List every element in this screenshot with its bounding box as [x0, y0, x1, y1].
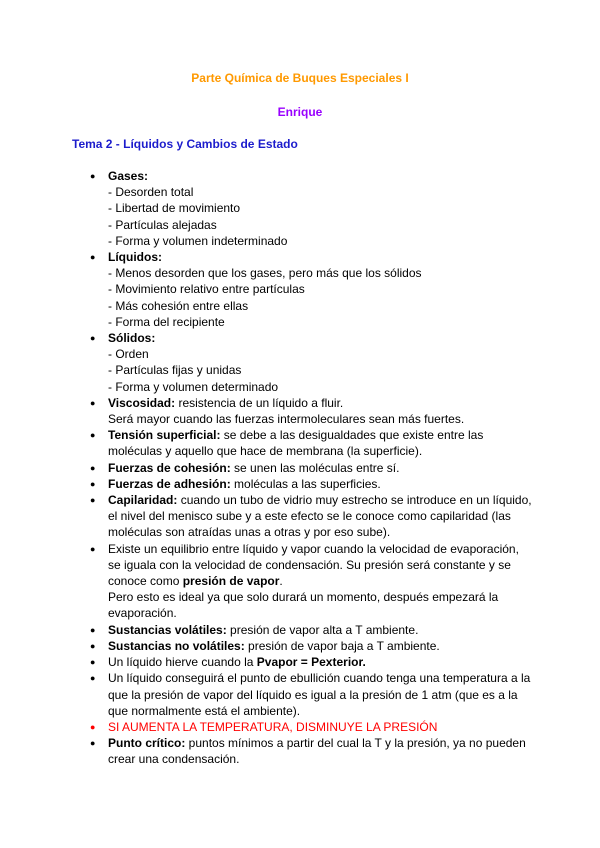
list-item-critico	[72, 735, 532, 767]
list-item-viscosidad	[72, 395, 532, 427]
list-item-equilibrio	[72, 541, 532, 622]
list-item-volatiles	[72, 622, 532, 638]
notes-list	[72, 168, 532, 768]
list-item-ebullicion	[72, 670, 532, 719]
term-liquidos: Líquidos:	[108, 250, 162, 265]
sub-item: - Forma y volumen indeterminado	[108, 233, 288, 248]
term-tension: Tensión superficial:	[108, 428, 221, 443]
definition-text: Existe un equilibrio entre líquido y vapor cuando la velocidad de evaporación, se iguala con la velocidad de condensación. Su presión será constante y se conoce como	[108, 541, 519, 589]
definition-text: Un líquido conseguirá el punto de ebullición cuando tenga una temperatura a la que la presión de vapor del líquido es igual a la presión de 1 atm (que es a la que normalmente está el ambiente).	[108, 671, 531, 718]
sub-item: - Más cohesión entre ellas	[108, 298, 249, 313]
sub-item: - Menos desorden que los gases, pero más que los sólidos	[108, 266, 422, 281]
sub-item: - Desorden total	[108, 185, 194, 200]
definition-text: cuando un tubo de vidrio muy estrecho se introduce en un líquido, el nivel del menisco sube y a este efecto se le conoce como capilaridad (las moléculas son atraídas unas a otras y por eso sube).	[108, 493, 532, 540]
sub-item: - Movimiento relativo entre partículas	[108, 282, 305, 297]
sub-item: - Partículas fijas y unidas	[108, 363, 242, 378]
definition-text: Un líquido hierve cuando la	[108, 655, 257, 670]
continuation-line: Será mayor cuando las fuerzas intermoleculares sean más fuertes.	[108, 412, 465, 427]
definition-text: puntos mínimos a partir del cual la T y la presión, ya no pueden crear una condensación.	[108, 736, 526, 767]
term-solidos: Sólidos:	[108, 331, 156, 346]
list-item-aviso	[72, 719, 532, 735]
definition-text: se debe a las desigualdades que existe entre las moléculas y aquello que hace de membrana (la superficie).	[108, 428, 484, 459]
sub-item: - Partículas alejadas	[108, 217, 217, 232]
document-author: Enrique	[277, 105, 323, 119]
term-critico: Punto crítico:	[108, 736, 186, 751]
list-item-liquidos	[72, 249, 532, 330]
term-pvapor: Pvapor = Pexterior.	[256, 655, 366, 670]
term-no-volatiles: Sustancias no volátiles:	[108, 638, 245, 653]
continuation-line: Pero esto es ideal ya que solo durará un momento, después empezará la evaporación.	[108, 590, 499, 621]
list-item-adhesion	[72, 476, 532, 492]
term-adhesion: Fuerzas de adhesión:	[108, 476, 231, 491]
term-capilaridad: Capilaridad:	[108, 493, 178, 508]
sub-item: - Orden	[108, 347, 149, 362]
term-presion-vapor: presión de vapor	[182, 574, 280, 589]
term-gases: Gases:	[108, 169, 149, 183]
list-item-solidos	[72, 330, 532, 395]
list-item-cohesion	[72, 460, 532, 476]
list-item-gases	[72, 168, 532, 249]
list-item-no-volatiles	[72, 638, 532, 654]
sub-item: - Libertad de movimiento	[108, 201, 241, 216]
term-cohesion: Fuerzas de cohesión:	[108, 460, 231, 475]
list-item-capilaridad	[72, 492, 532, 541]
topic-title: Tema 2 - Líquidos y Cambios de Estado	[72, 137, 298, 151]
list-item-tension	[72, 427, 532, 459]
definition-text: presión de vapor baja a T ambiente.	[244, 638, 440, 653]
document-title: Parte Química de Buques Especiales I	[191, 71, 409, 85]
sub-item: - Forma y volumen determinado	[108, 379, 279, 394]
sub-item: - Forma del recipiente	[108, 314, 225, 329]
definition-text: se unen las moléculas entre sí.	[230, 460, 400, 475]
definition-text: resistencia de un líquido a fluir.	[175, 395, 344, 410]
definition-text: presión de vapor alta a T ambiente.	[226, 622, 419, 637]
term-viscosidad: Viscosidad:	[108, 395, 176, 410]
list-item-hierve	[72, 654, 532, 670]
definition-text: .	[279, 574, 283, 589]
definition-text: moléculas a las superficies.	[230, 476, 381, 491]
warning-text: SI AUMENTA LA TEMPERATURA, DISMINUYE LA PRESIÓN	[108, 719, 438, 734]
term-volatiles: Sustancias volátiles:	[108, 622, 227, 637]
